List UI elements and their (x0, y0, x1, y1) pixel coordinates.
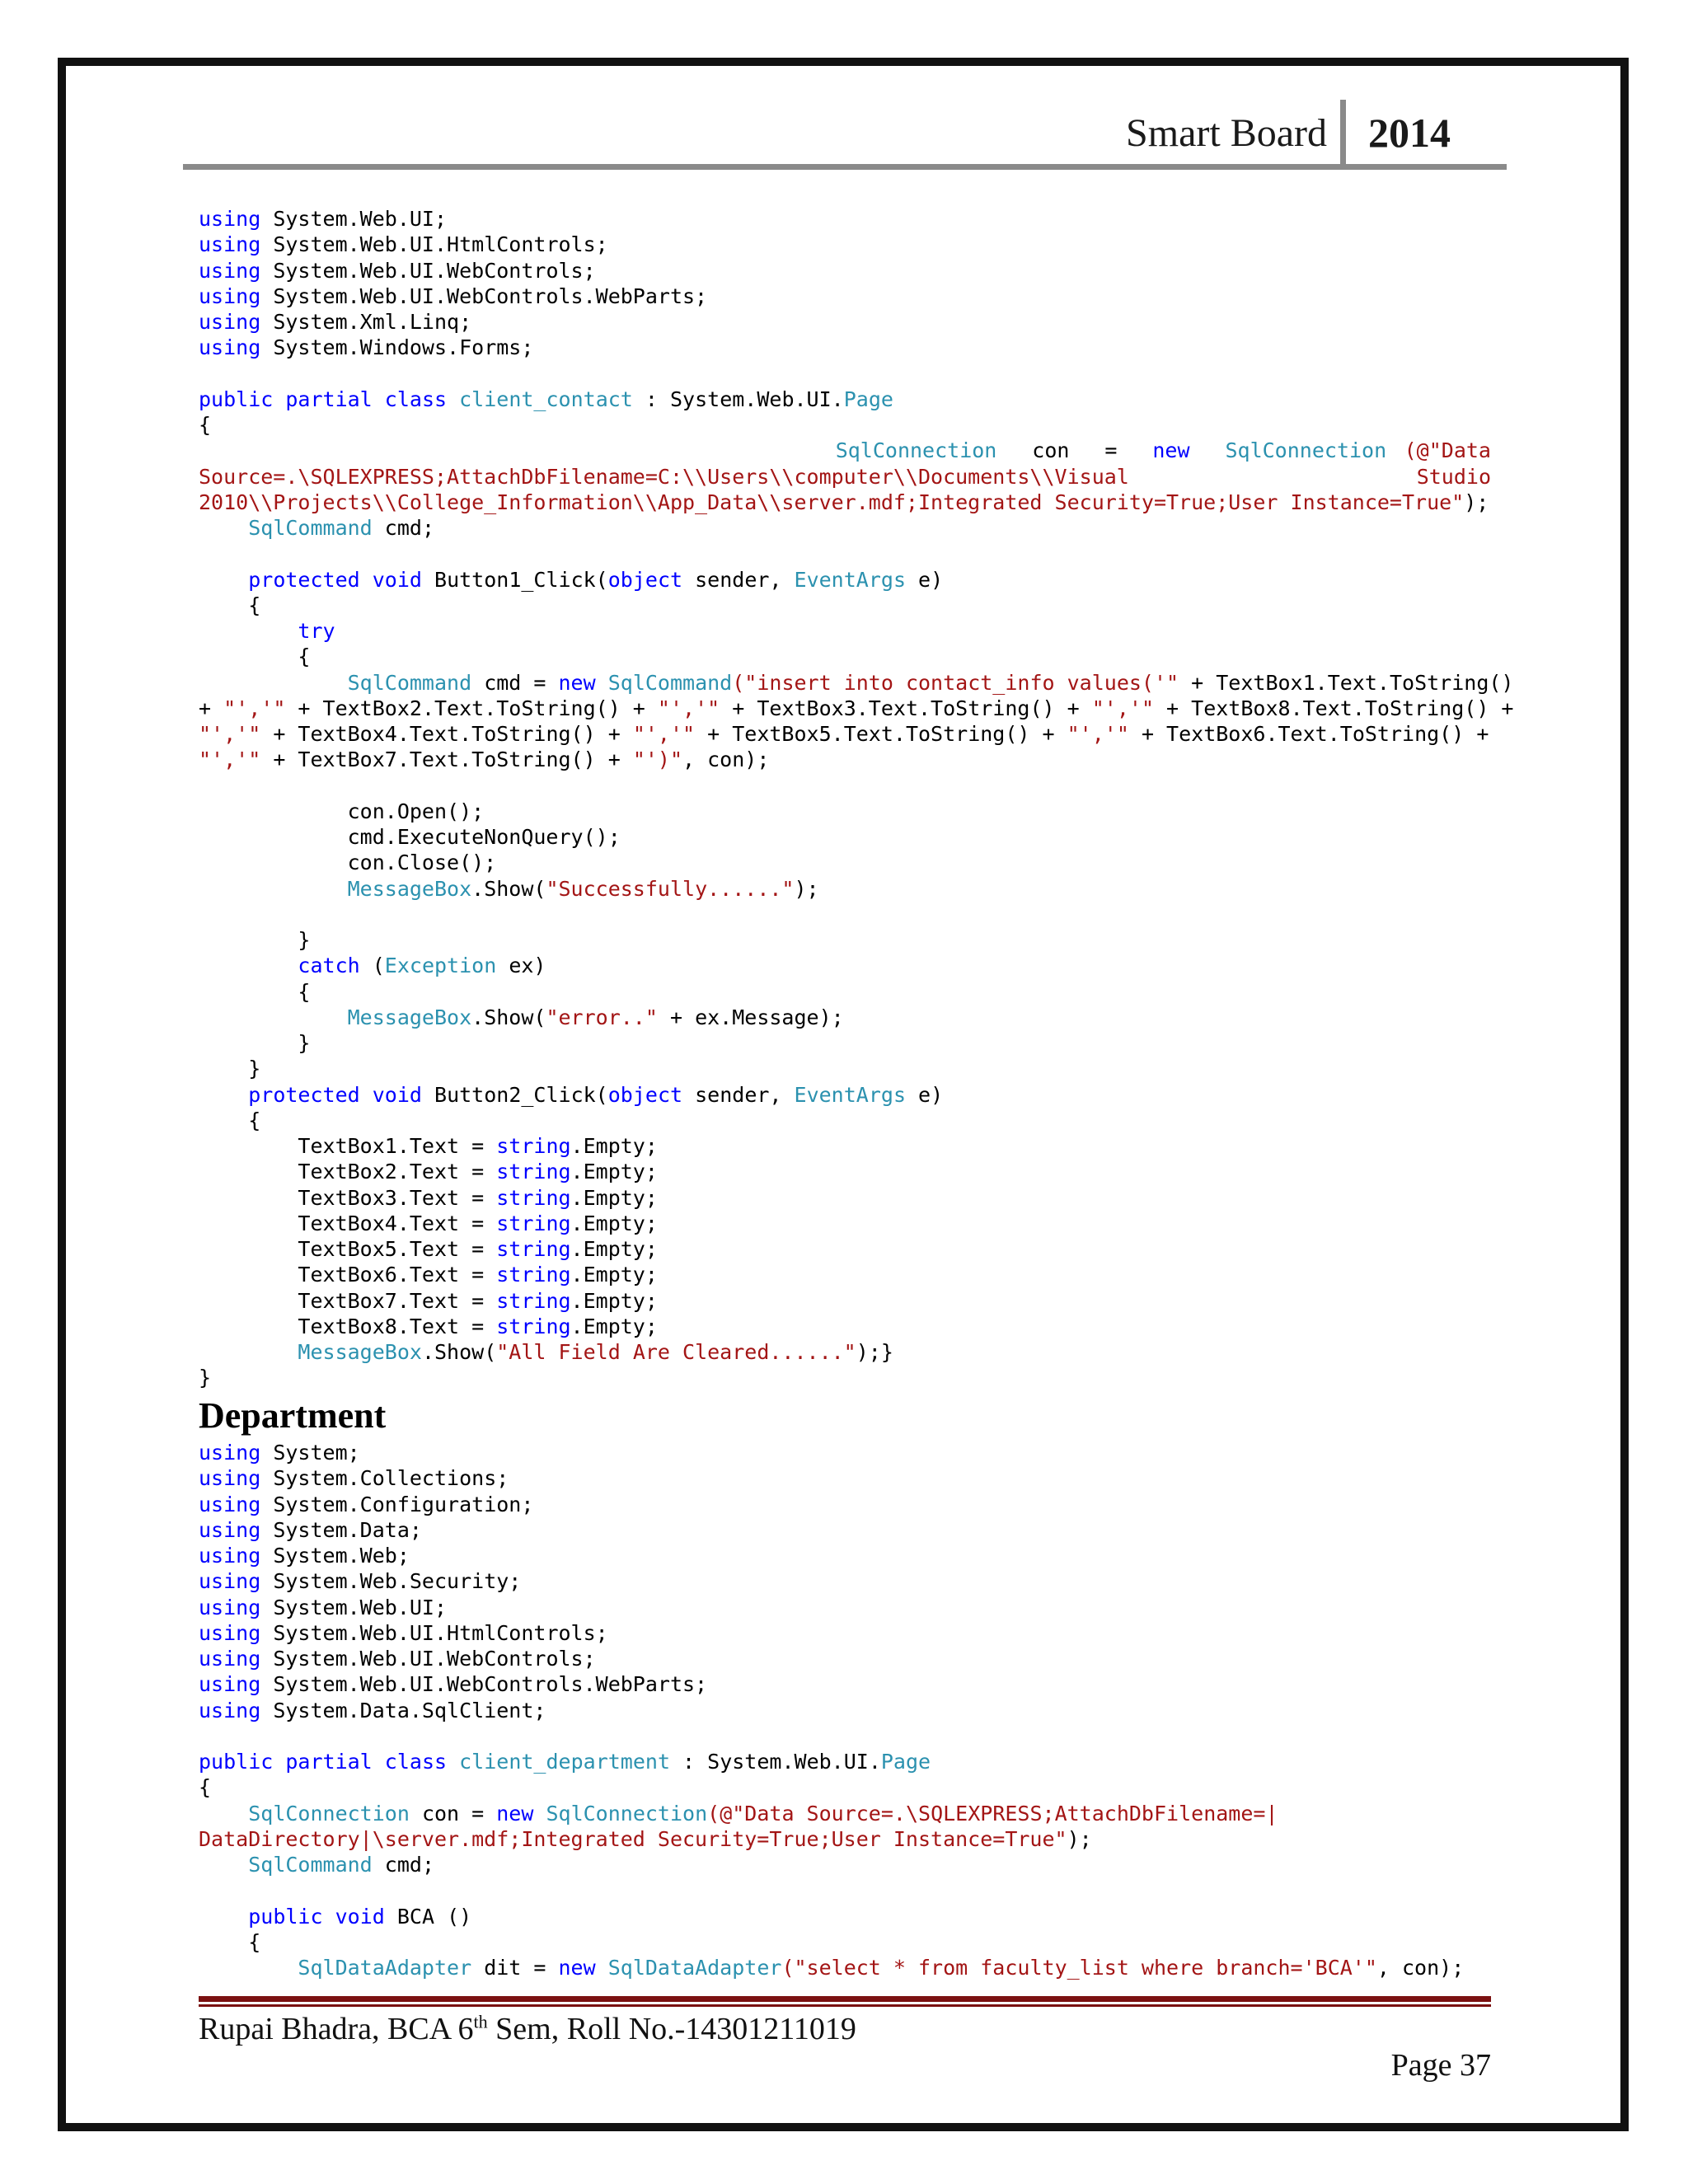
code-token: public (199, 387, 274, 411)
code-token: { (199, 979, 311, 1004)
code-token (199, 619, 298, 643)
code-token: using (199, 1466, 261, 1491)
code-token: new (496, 1801, 534, 1825)
code-token: MessageBox (298, 1340, 422, 1364)
code-line (199, 644, 1491, 669)
code-token: Exception (384, 954, 497, 978)
code-token: ("insert into contact_info values('" (732, 670, 1179, 695)
code-token: System.Web.UI; (260, 1595, 448, 1619)
code-token: class (384, 1750, 448, 1774)
code-line (199, 593, 1491, 618)
code-token: cmd.ExecuteNonQuery(); (199, 825, 621, 849)
code-token: string (496, 1185, 571, 1210)
code-token: using (199, 335, 261, 360)
code-token: using (199, 1569, 261, 1594)
code-line (199, 1339, 1491, 1365)
code-token: using (199, 1441, 261, 1465)
code-line (199, 1904, 1491, 1929)
code-token: System.Web.UI.WebControls.WebParts; (260, 1672, 708, 1697)
code-token: void (372, 1082, 422, 1107)
code-token: "error.." (546, 1005, 658, 1029)
code-token: string (496, 1314, 571, 1338)
code-token: ); (1464, 490, 1489, 514)
code-token: System.Web.Security; (260, 1569, 522, 1594)
code-line (199, 721, 1491, 747)
code-token: using (199, 232, 261, 257)
code-token: cmd; (372, 1853, 434, 1877)
code-token (199, 1005, 348, 1029)
code-token: SqlConnection (546, 1801, 708, 1825)
code-token: TextBox8.Text = (199, 1314, 497, 1338)
code-token: con.Close(); (199, 851, 497, 875)
code-token: 2010\\Projects\\College_Information\\App_Data\\server.mdf;Integrated Security=True;User Instance=True" (199, 490, 1465, 514)
code-token: cmd = (471, 670, 559, 695)
code-line (199, 902, 1491, 927)
code-line (199, 747, 1491, 772)
code-token: (@"Data (1404, 438, 1491, 463)
code-line (199, 515, 1491, 541)
code-line (199, 1929, 1491, 1955)
code-line (199, 824, 1491, 850)
code-token: using (199, 1647, 261, 1671)
code-token (199, 568, 248, 592)
code-token: { (199, 593, 261, 617)
code-token: DataDirectory|\server.mdf;Integrated Security=True;User Instance=True" (199, 1826, 1067, 1851)
code-token (199, 954, 298, 977)
code-token: TextBox4.Text = (199, 1211, 497, 1235)
code-token: .Show( (471, 1005, 546, 1029)
code-token: EventArgs (794, 1082, 906, 1107)
code-token: + TextBox3.Text.ToString() + (720, 696, 1092, 720)
code-token: System.Web.UI.HtmlControls; (260, 1620, 608, 1645)
code-line (199, 1056, 1491, 1081)
code-line (199, 541, 1491, 566)
code-line (199, 335, 1491, 360)
code-token: e) (906, 567, 944, 592)
code-token: System.Web.UI; (260, 207, 448, 231)
code-token: TextBox2.Text = (199, 1160, 497, 1184)
code-token: MessageBox (347, 876, 472, 901)
code-token: } (199, 928, 311, 952)
code-line (199, 567, 1491, 593)
code-token: { (199, 413, 212, 437)
code-token: ); (1067, 1826, 1092, 1851)
code-token: class (384, 387, 448, 411)
code-token: sender, (682, 567, 795, 592)
code-line (199, 438, 1491, 463)
footer-rule-thin (199, 2004, 1491, 2007)
code-token: con (1014, 438, 1087, 463)
code-token: Button2_Click( (421, 1082, 608, 1107)
code-line (199, 773, 1491, 799)
code-token: client_department (459, 1750, 670, 1774)
code-token: + TextBox6.Text.ToString() + (1128, 722, 1489, 746)
code-token: BCA () (384, 1904, 472, 1929)
code-line (199, 1517, 1491, 1543)
code-line (199, 1005, 1491, 1030)
code-token: using (199, 258, 261, 283)
code-line (199, 464, 1491, 490)
code-token: using (199, 310, 261, 334)
code-token: MessageBox (347, 1005, 472, 1029)
code-token: { (199, 1108, 261, 1132)
code-line (199, 1955, 1491, 1980)
code-line (199, 206, 1491, 232)
code-token: TextBox3.Text = (199, 1185, 497, 1210)
code-token: object (607, 567, 683, 592)
footer-author-sup: th (473, 2011, 488, 2032)
header-divider (1340, 100, 1346, 166)
code-line (199, 1030, 1491, 1056)
code-token: System.Windows.Forms; (260, 335, 534, 360)
code-token: SqlCommand (248, 1853, 373, 1877)
code-token: { (199, 1775, 212, 1800)
code-token: } (199, 1366, 212, 1390)
code-token: + TextBox8.Text.ToString() + (1154, 696, 1514, 720)
code-token (447, 387, 459, 411)
code-token: System.Data; (260, 1517, 422, 1542)
code-token: public (199, 1750, 274, 1774)
code-token: protected (248, 1082, 360, 1107)
code-line (199, 1877, 1491, 1903)
code-token: sender, (682, 1082, 795, 1107)
code-token: catch (298, 954, 360, 978)
code-token: e) (906, 1082, 944, 1107)
code-line (199, 1159, 1491, 1184)
code-token (360, 1083, 373, 1107)
code-line (199, 1262, 1491, 1287)
code-line (199, 1211, 1491, 1236)
code-token: TextBox7.Text = (199, 1288, 497, 1313)
code-token (199, 1083, 248, 1107)
code-token: using (199, 1517, 261, 1542)
code-token: "')" (632, 748, 683, 772)
code-token: .Empty; (570, 1263, 658, 1287)
code-line (199, 1774, 1491, 1800)
code-line (199, 284, 1491, 309)
code-token: .Empty; (570, 1185, 658, 1210)
page-number: Page 37 (1390, 2048, 1491, 2083)
code-token: .Empty; (570, 1314, 658, 1338)
code-token (596, 671, 608, 695)
code-line (199, 979, 1491, 1005)
code-token: using (199, 1620, 261, 1645)
code-token: TextBox1.Text = (199, 1134, 497, 1158)
code-token (199, 1853, 248, 1877)
code-token: "','" (199, 748, 261, 772)
code-token: + (199, 696, 224, 720)
code-line (199, 1852, 1491, 1877)
code-line (199, 1492, 1491, 1517)
code-token: + TextBox5.Text.ToString() + (695, 722, 1067, 746)
code-token (199, 877, 348, 901)
code-token: Source=.\SQLEXPRESS;AttachDbFilename=C:\\Users\\computer\\Documents\\Visual (199, 464, 1129, 489)
code-token: con.Open(); (199, 799, 485, 823)
code-token: System.Data.SqlClient; (260, 1698, 546, 1722)
code-line (199, 1465, 1491, 1491)
code-token: using (199, 207, 261, 231)
code-token: string (496, 1237, 571, 1261)
code-token: SqlCommand (347, 670, 472, 695)
code-line (199, 1365, 1491, 1390)
code-token: System; (260, 1441, 360, 1465)
code-token: string (496, 1263, 571, 1287)
code-line (199, 361, 1491, 387)
code-token: void (372, 567, 422, 592)
section-heading: Department (199, 1395, 387, 1436)
code-token: Page (880, 1750, 931, 1774)
code-line (199, 696, 1514, 721)
code-token: "','" (657, 696, 720, 720)
code-token: System.Collections; (260, 1466, 509, 1491)
code-line (199, 1826, 1491, 1852)
header-title: Smart Board (1126, 111, 1327, 155)
code-token: ( (359, 954, 385, 978)
code-token: "Successfully......" (546, 876, 795, 901)
code-token: using (199, 1595, 261, 1619)
code-token: new (558, 670, 596, 695)
code-line (199, 618, 1491, 644)
code-line (199, 387, 1491, 412)
code-line (199, 1133, 1491, 1159)
code-token: object (607, 1082, 683, 1107)
header-rule (183, 164, 1507, 170)
code-token (199, 516, 248, 540)
code-token: ); (794, 876, 819, 901)
code-token: "','" (632, 722, 696, 746)
code-token: EventArgs (794, 567, 906, 592)
header-year: 2014 (1368, 110, 1451, 156)
code-token: .Empty; (570, 1134, 658, 1158)
footer-author-prefix: Rupai Bhadra, BCA 6 (199, 2012, 474, 2046)
code-token: .Empty; (570, 1211, 658, 1235)
code-line (199, 1671, 1491, 1697)
code-token (199, 1956, 298, 1980)
code-block-department (199, 1440, 1491, 1980)
code-token: , con); (682, 748, 770, 772)
code-token: "','" (223, 696, 286, 720)
code-token: "','" (199, 722, 261, 746)
code-line (199, 412, 1491, 438)
code-token (199, 438, 818, 462)
code-token: using (199, 1492, 261, 1516)
code-line (199, 1801, 1491, 1826)
code-token: string (496, 1211, 571, 1235)
code-token: .Empty; (570, 1237, 658, 1261)
code-token (199, 1802, 248, 1825)
code-token: using (199, 1544, 261, 1568)
code-token: + TextBox2.Text.ToString() + (285, 696, 658, 720)
code-token (273, 387, 285, 411)
code-token (360, 568, 373, 592)
code-token: );} (856, 1340, 893, 1364)
code-line (199, 258, 1491, 284)
code-token: string (496, 1134, 571, 1158)
code-token: Button1_Click( (421, 567, 608, 592)
code-token: } (199, 1057, 261, 1081)
code-token: string (496, 1160, 571, 1184)
code-token: SqlConnection (248, 1801, 410, 1825)
code-line (199, 1620, 1491, 1646)
code-token (199, 671, 348, 695)
code-token (323, 1905, 335, 1929)
code-token (596, 1956, 608, 1980)
code-token: partial (285, 1750, 373, 1774)
code-token: .Empty; (570, 1288, 658, 1313)
code-token: protected (248, 567, 360, 592)
code-token: public (248, 1904, 323, 1929)
code-block-contact (199, 206, 1514, 1391)
code-line (199, 1749, 1491, 1774)
code-line (199, 1646, 1491, 1671)
code-token: System.Web.UI.HtmlControls; (260, 232, 608, 257)
code-line (199, 1543, 1491, 1568)
code-line (199, 1595, 1491, 1620)
code-token (273, 1750, 285, 1774)
code-line (199, 1568, 1491, 1594)
code-token: : System.Web.UI. (632, 387, 844, 411)
code-token: TextBox5.Text = (199, 1237, 497, 1261)
code-token: : System.Web.UI. (670, 1750, 881, 1774)
code-token: ex) (496, 954, 546, 978)
page-header (183, 97, 1507, 170)
code-token: "','" (1067, 722, 1129, 746)
code-line (199, 490, 1491, 515)
code-line (199, 670, 1514, 696)
footer-rule (199, 1996, 1491, 2002)
code-token: string (496, 1288, 571, 1313)
code-token: + TextBox4.Text.ToString() + (260, 722, 633, 746)
code-line (199, 927, 1491, 953)
code-token: + TextBox7.Text.ToString() + (260, 748, 633, 772)
code-line (199, 953, 1491, 978)
code-token: using (199, 1698, 261, 1722)
code-token: + TextBox1.Text.ToString() (1179, 670, 1514, 695)
code-line (199, 232, 1491, 257)
code-token: + ex.Message); (657, 1005, 844, 1029)
code-token (373, 387, 385, 411)
code-line (199, 1082, 1491, 1108)
code-token: con = (409, 1801, 497, 1825)
code-line (199, 1236, 1491, 1262)
code-line (199, 1440, 1491, 1465)
code-token: Studio (1273, 464, 1491, 489)
code-token: try (298, 619, 335, 643)
code-line (199, 876, 1491, 902)
code-token: System.Xml.Linq; (260, 310, 472, 334)
code-token (533, 1802, 546, 1825)
code-token (199, 1340, 298, 1364)
code-line (199, 1698, 1491, 1723)
code-token: SqlConnection (1207, 438, 1387, 463)
code-line (199, 1185, 1491, 1211)
code-token: System.Web; (260, 1544, 410, 1568)
code-token: new (1134, 438, 1190, 463)
code-token: ("select * from faculty_list where branch='BCA'" (781, 1956, 1377, 1980)
code-token: SqlDataAdapter (607, 1956, 782, 1980)
code-token: .Empty; (570, 1160, 658, 1184)
code-token: } (199, 1031, 311, 1055)
code-token: SqlDataAdapter (298, 1956, 472, 1980)
code-token: Page (843, 387, 893, 411)
code-line (199, 1108, 1491, 1133)
code-token: partial (285, 387, 373, 411)
code-token: SqlCommand (248, 516, 373, 540)
code-token: "','" (1091, 696, 1154, 720)
code-token: System.Web.UI.WebControls.WebParts; (260, 284, 708, 308)
code-line (199, 309, 1491, 335)
code-line (199, 850, 1491, 875)
code-line (199, 1723, 1491, 1749)
code-token: using (199, 284, 261, 308)
code-token: client_contact (459, 387, 633, 411)
code-token: cmd; (372, 516, 434, 540)
code-token (199, 1905, 248, 1929)
code-token: .Show( (421, 1340, 497, 1364)
code-line (199, 1314, 1491, 1339)
code-line (199, 799, 1491, 824)
code-token (373, 1750, 385, 1774)
code-token: using (199, 1672, 261, 1697)
footer-author (199, 2011, 856, 2047)
code-token (447, 1750, 459, 1774)
code-token: TextBox6.Text = (199, 1263, 497, 1287)
code-token: SqlConnection (835, 438, 997, 463)
code-token: { (199, 644, 311, 669)
footer-author-suffix: Sem, Roll No.-14301211019 (487, 2012, 856, 2046)
code-token: { (199, 1929, 261, 1954)
code-token: "All Field Are Cleared......" (496, 1340, 856, 1364)
code-token: dit = (471, 1956, 559, 1980)
code-token: (@"Data Source=.\SQLEXPRESS;AttachDbFilename=| (707, 1801, 1278, 1825)
code-token: .Show( (471, 876, 546, 901)
code-token: SqlCommand (607, 670, 733, 695)
code-token: = (1104, 438, 1118, 463)
code-token: , con); (1376, 1956, 1465, 1980)
code-token: void (335, 1904, 385, 1929)
code-line (199, 1288, 1491, 1314)
code-token: System.Web.UI.WebControls; (260, 258, 596, 283)
code-token: new (558, 1956, 596, 1980)
code-token: System.Web.UI.WebControls; (260, 1647, 596, 1671)
code-token: System.Configuration; (260, 1492, 534, 1516)
